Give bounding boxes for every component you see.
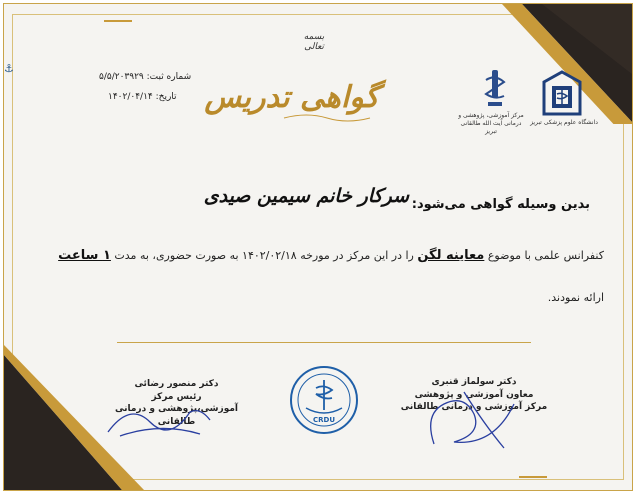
recipient-name: سرکار خانم سیمین صیدی (203, 185, 409, 207)
university-logo-text: دانشگاه علوم پزشکی تبریز (530, 119, 598, 126)
body-middle: را در این مرکز در مورخه ۱۴۰۲/۰۲/۱۸ به صورت حضوری، به مدت (114, 249, 414, 262)
divider-rule (117, 342, 531, 343)
signatory-right-org: مرکز آموزشی و درمانی طالقانی (400, 402, 548, 413)
issue-date: تاریخ: ۱۴۰۲/۰۴/۱۴ (108, 92, 177, 102)
signatory-left-org: آموزشی،پژوهشی و درمانی طالقانی (114, 404, 239, 427)
seal-icon (288, 364, 360, 436)
gold-dash-bottom (519, 476, 547, 478)
duration-text: ۱ ساعت (58, 248, 111, 263)
certificate-title: گواهی تدریس (204, 80, 379, 115)
seal-label: CRDU (312, 416, 336, 424)
signature-right-icon (404, 384, 524, 454)
medical-center-logo-icon (482, 70, 508, 108)
anchor-icon: ⚓ (4, 62, 14, 75)
medical-center-logo-text: مرکز آموزشی، پژوهشی و درمانی آیت الله طالقانی تبریز (458, 112, 524, 135)
signatory-left-role: رئیس مرکز (151, 391, 202, 402)
bismillah-heading: بسمه تعالی (303, 32, 325, 52)
university-logo-icon (542, 70, 582, 116)
signature-left-icon (100, 392, 220, 442)
gold-dash-top (104, 20, 132, 22)
signatory-right-role: معاون آموزشی و پژوهشی (414, 389, 534, 400)
certificate (3, 3, 633, 491)
hereby-certify-text: بدین وسیله گواهی می‌شود: (411, 197, 590, 212)
title-flourish-icon (282, 112, 372, 124)
certificate-body-line-1 (58, 248, 604, 263)
body-before-topic: کنفرانس علمی با موضوع (487, 249, 604, 262)
registration-number: شماره ثبت: ۵/۵/۲۰۳۹۲۹ (99, 72, 192, 82)
signatory-right-name: دکتر سولماز قنبری (431, 377, 517, 387)
topic-text: معاینه لگن (417, 248, 485, 263)
certificate-body-line-2: ارائه نمودند. (547, 291, 604, 304)
signatory-left-name: دکتر منصور رضائی (134, 379, 219, 389)
